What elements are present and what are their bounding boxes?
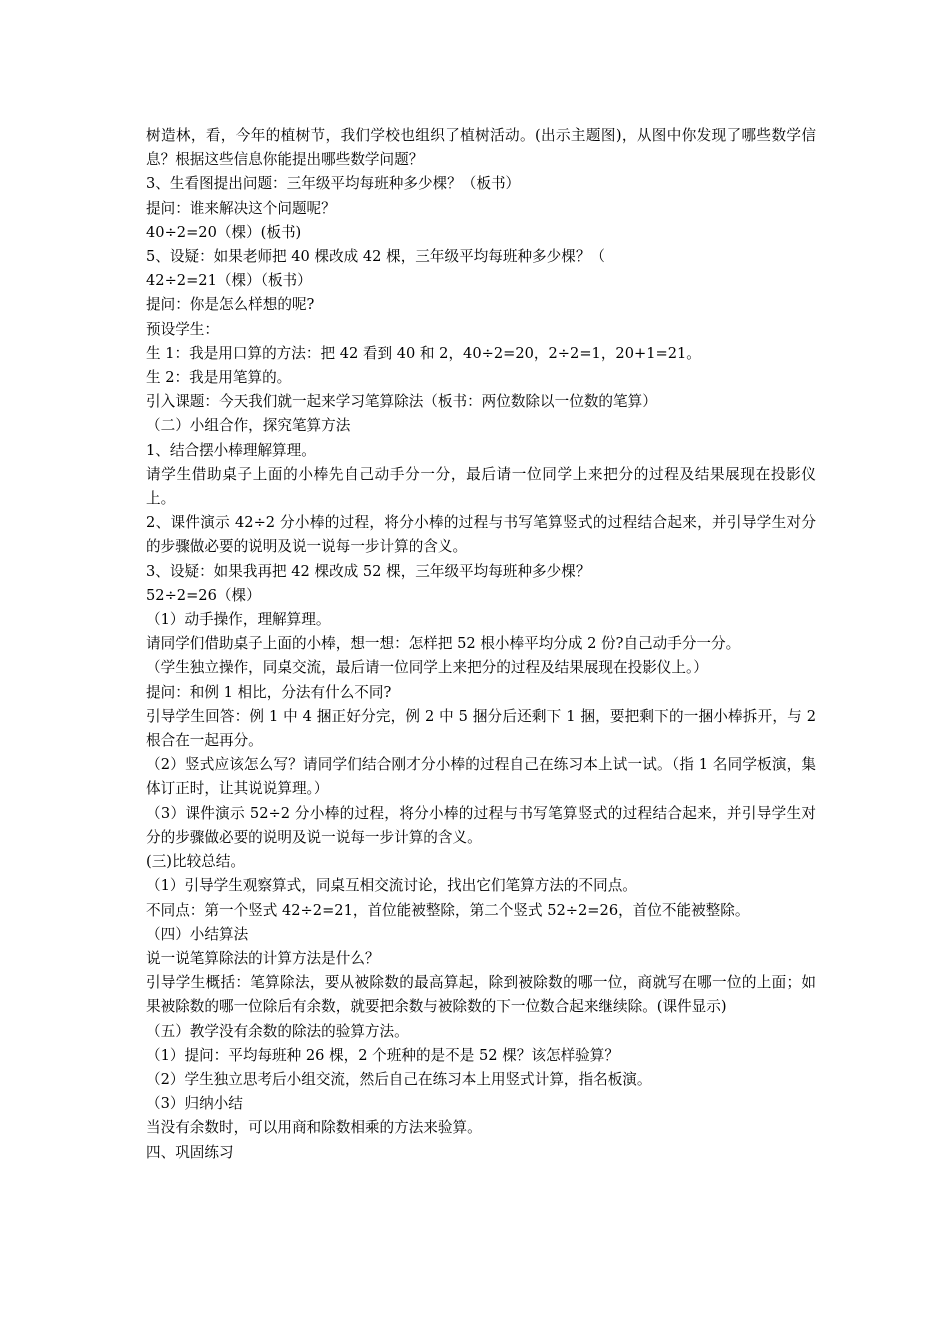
paragraph: （学生独立操作，同桌交流，最后请一位同学上来把分的过程及结果展现在投影仪上。）	[146, 659, 708, 677]
paragraph: 树造林，看，今年的植树节，我们学校也组织了植树活动。(出示主题图)，从图中你发现了哪些数学信息？根据这些信息你能提出哪些数学问题？	[146, 127, 816, 169]
paragraph: 2、课件演示 42÷2 分小棒的过程，将分小棒的过程与书写笔算竖式的过程结合起来，并引导学生对分的步骤做必要的说明及说一说每一步计算的含义。	[146, 514, 816, 556]
paragraph: 预设学生：	[146, 320, 219, 338]
paragraph: （3）课件演示 52÷2 分小棒的过程，将分小棒的过程与书写笔算竖式的过程结合起来，并引导学生对分的步骤做必要的说明及说一说每一步计算的含义。	[146, 804, 816, 846]
paragraph: 引导学生概括：笔算除法，要从被除数的最高算起，除到被除数的哪一位，商就写在哪一位的上面；如果被除数的哪一位除后有余数，就要把余数与被除数的下一位数合起来继续除。(课件显示)	[146, 974, 816, 1016]
paragraph: 1、结合摆小棒理解算理。	[146, 441, 316, 459]
paragraph: 5、设疑：如果老师把 40 棵改成 42 棵，三年级平均每班种多少棵？（	[146, 248, 606, 266]
paragraph: 提问：你是怎么样想的呢?	[146, 296, 315, 314]
paragraph: 引导学生回答：例 1 中 4 捆正好分完，例 2 中 5 捆分后还剩下 1 捆，要把剩下的一捆小棒拆开，与 2 根合在一起再分。	[146, 707, 816, 750]
paragraph: （2）竖式应该怎么写？请同学们结合刚才分小棒的过程自己在练习本上试一试。（指 1 名同学板演，集体订正时，让其说说算理。）	[146, 756, 816, 798]
section-heading: (三)比较总结。	[146, 853, 245, 871]
paragraph: 3、生看图提出问题：三年级平均每班种多少棵？（板书）	[146, 175, 521, 193]
paragraph: 40÷2=20（棵）(板书)	[146, 223, 302, 241]
paragraph: 生 1：我是用口算的方法：把 42 看到 40 和 2，40÷2=20，2÷2=1，20+1=21。	[146, 344, 701, 362]
paragraph: 引入课题：今天我们就一起来学习笔算除法（板书：两位数除以一位数的笔算）	[146, 393, 657, 411]
section-heading: （五）教学没有余数的除法的验算方法。	[146, 1022, 409, 1040]
paragraph: 不同点：第一个竖式 42÷2=21，首位能被整除，第二个竖式 52÷2=26，首位不能被整除。	[146, 901, 750, 919]
paragraph: 生 2：我是用笔算的。	[146, 369, 292, 387]
document-body	[146, 124, 816, 1165]
paragraph: （1）提问：平均每班种 26 棵，2 个班种的是不是 52 棵？该怎样验算？	[146, 1046, 619, 1064]
paragraph: 3、设疑：如果我再把 42 棵改成 52 棵，三年级平均每班种多少棵？	[146, 562, 591, 580]
paragraph: （3）归纳小结	[146, 1095, 243, 1113]
section-heading: 四、巩固练习	[146, 1143, 234, 1161]
paragraph: 请同学们借助桌子上面的小棒，想一想：怎样把 52 根小棒平均分成 2 份?自己动手分一分。	[146, 635, 741, 653]
paragraph: 42÷2=21（棵）（板书）	[146, 272, 312, 290]
paragraph: 提问：谁来解决这个问题呢？	[146, 199, 336, 217]
section-heading: （二）小组合作，探究笔算方法	[146, 417, 351, 435]
paragraph: （1）引导学生观察算式，同桌互相交流讨论，找出它们笔算方法的不同点。	[146, 877, 637, 895]
paragraph: 52÷2=26（棵）	[146, 586, 261, 604]
paragraph: （1）动手操作，理解算理。	[146, 611, 331, 629]
paragraph: 请学生借助桌子上面的小棒先自己动手分一分，最后请一位同学上来把分的过程及结果展现在投影仪上。	[146, 465, 816, 508]
paragraph: 提问：和例 1 相比，分法有什么不同?	[146, 683, 392, 701]
paragraph: （2）学生独立思考后小组交流，然后自己在练习本上用竖式计算，指名板演。	[146, 1070, 652, 1088]
paragraph: 当没有余数时，可以用商和除数相乘的方法来验算。	[146, 1119, 482, 1137]
section-heading: （四）小结算法	[146, 925, 249, 943]
paragraph: 说一说笔算除法的计算方法是什么？	[146, 949, 380, 967]
